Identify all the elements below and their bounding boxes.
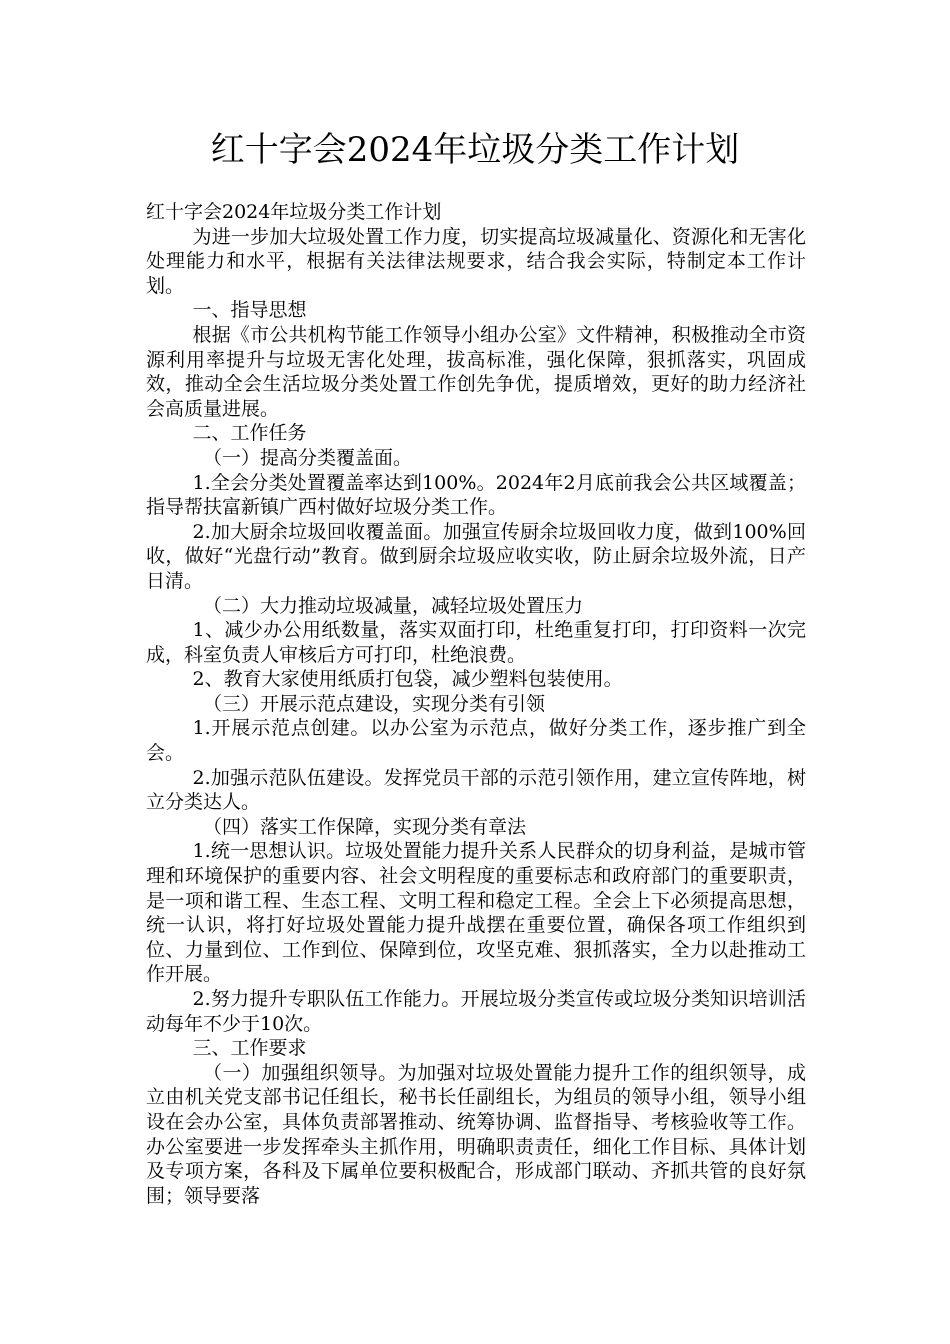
paragraph: （一）提高分类覆盖面。 xyxy=(203,446,413,469)
paragraph: 一、指导思想 xyxy=(192,299,307,322)
paragraph: 1.统一思想认识。垃圾处置能力提升关系人民群众的切身利益，是城市管理和环境保护的重要内容、社会文明程度的重要标志和政府部门的重要职责，是一项和谐工程、生态工程、文明工程和稳定工程。全会上下必须提高思想，统一认识，将打好垃圾处置能力提升战摆在重要位置，确保各项工作组织到位、力量到位、工作到位、保障到位，攻坚克难、狠抓落实，全力以赴推动工作开展。 xyxy=(146,840,806,986)
paragraph: 根据《市公共机构节能工作领导小组办公室》文件精神，积极推动全市资源利用率提升与垃圾无害化处理，拔高标准，强化保障，狠抓落实，巩固成效，推动全会生活垃圾分类处置工作创先争优，提质增效，更好的助力经济社会高质量进展。 xyxy=(146,323,806,420)
document-body xyxy=(146,200,806,1208)
paragraph: （一）加强组织领导。为加强对垃圾处置能力提升工作的组织领导，成立由机关党支部书记任组长，秘书长任副组长，为组员的领导小组，领导小组设在会办公室，具体负责部署推动、统筹协调、监督指导、考核验收等工作。办公室要进一步发挥牵头主抓作用，明确职责责任，细化工作目标、具体计划及专项方案，各科及下属单位要积极配合，形成部门联动、齐抓共管的良好氛围；领导要落 xyxy=(146,1061,806,1207)
paragraph: 2.加强示范队伍建设。发挥党员干部的示范引领作用，建立宣传阵地，树立分类达人。 xyxy=(146,766,806,814)
paragraph: 为进一步加大垃圾处置工作力度，切实提高垃圾减量化、资源化和无害化处理能力和水平，根据有关法律法规要求，结合我会实际，特制定本工作计划。 xyxy=(146,225,806,297)
paragraph: 2、教育大家使用纸质打包袋，减少塑料包装使用。 xyxy=(192,668,623,691)
paragraph: 三、工作要求 xyxy=(192,1037,307,1060)
paragraph: 红十字会2024年垃圾分类工作计划 xyxy=(146,201,442,223)
paragraph: （四）落实工作保障，实现分类有章法 xyxy=(203,815,527,838)
paragraph: 1.开展示范点创建。以办公室为示范点，做好分类工作，逐步推广到全会。 xyxy=(146,717,806,765)
paragraph: 1、减少办公用纸数量，落实双面打印，杜绝重复打印，打印资料一次完成，科室负责人审核后方可打印，杜绝浪费。 xyxy=(146,619,806,666)
document-title: 红十字会2024年垃圾分类工作计划 xyxy=(210,130,740,170)
paragraph: 2.加大厨余垃圾回收覆盖面。加强宣传厨余垃圾回收力度，做到100%回收，做好“光盘行动”教育。做到厨余垃圾应收实收，防止厨余垃圾外流，日产日清。 xyxy=(146,520,806,592)
paragraph: 1.全会分类处置覆盖率达到100%。2024年2月底前我会公共区域覆盖；指导帮扶富新镇广西村做好垃圾分类工作。 xyxy=(146,471,806,519)
paragraph: （三）开展示范点建设，实现分类有引领 xyxy=(203,692,546,715)
paragraph: 2.努力提升专职队伍工作能力。开展垃圾分类宣传或垃圾分类知识培训活动每年不少于10次。 xyxy=(146,988,806,1035)
paragraph: （二）大力推动垃圾减量，减轻垃圾处置压力 xyxy=(203,594,584,617)
paragraph: 二、工作任务 xyxy=(192,422,307,445)
